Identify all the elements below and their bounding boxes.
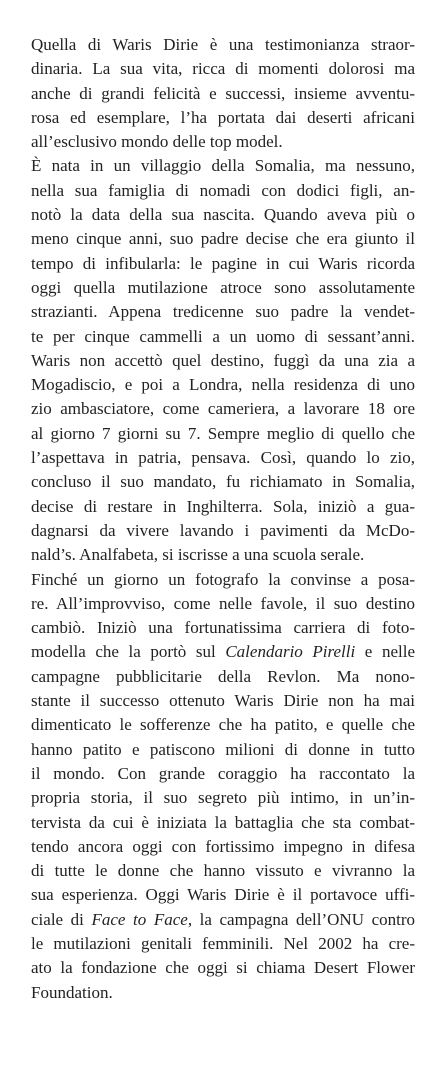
text-line (31, 665, 415, 689)
text-run: stante il successo ottenuto Waris Dirie non ha mai (31, 691, 415, 711)
text-run: sua esperienza. Oggi Waris Dirie è il portavoce uffi- (31, 885, 415, 905)
text-line (31, 446, 415, 470)
text-line (31, 397, 415, 421)
text-line (31, 325, 415, 349)
text-line (31, 713, 415, 737)
text-run: oggi quella mutilazione atroce sono assolutamente (31, 277, 415, 297)
text-line (31, 543, 415, 567)
text-run: strazianti. Appena tredicenne suo padre la vendet- (31, 302, 415, 322)
text-run: Mogadiscio, e poi a Londra, nella residenza di uno (31, 375, 415, 395)
text-line (31, 568, 415, 592)
text-run: tempo di infibularla: le pagine in cui Waris ricorda (31, 253, 415, 273)
text-line (31, 203, 415, 227)
text-line (31, 276, 415, 300)
text-line (31, 640, 415, 664)
text-line (31, 616, 415, 640)
text-run: meno cinque anni, suo padre decise che era giunto il (31, 229, 415, 249)
text-run: campagne pubblicitarie della Revlon. Ma nono- (31, 666, 415, 686)
text-line (31, 495, 415, 519)
text-line (31, 179, 415, 203)
text-run: decise di restare in Inghilterra. Sola, iniziò a gua- (31, 496, 415, 516)
text-line (31, 422, 415, 446)
text-line (31, 762, 415, 786)
text-run: zio ambasciatore, come cameriera, a lavorare 18 ore (31, 399, 415, 419)
text-run: re. All’improvviso, come nelle favole, il suo destino (31, 593, 415, 613)
text-run: notò la data della sua nascita. Quando aveva più o (31, 205, 415, 225)
text-run: nald’s. Analfabeta, si iscrisse a una scuola serale. (31, 545, 365, 565)
text-run: , la campagna dell’ONU contro (187, 909, 415, 929)
text-line (31, 859, 415, 883)
text-line (31, 981, 415, 1005)
paragraph (31, 568, 415, 1005)
text-line (31, 106, 415, 130)
paragraph (31, 33, 415, 154)
text-run: concluso il suo mandato, fu richiamato in Somalia, (31, 472, 415, 492)
text-line (31, 908, 415, 932)
text-line (31, 130, 415, 154)
text-run: all’esclusivo mondo delle top model. (31, 132, 283, 152)
italic-title: Calendario Pirelli (225, 642, 356, 662)
text-run: cambiò. Iniziò una fortunatissima carriera di foto- (31, 618, 415, 638)
text-run: di tutte le donne che hanno vissuto e vivranno la (31, 861, 415, 881)
text-line (31, 519, 415, 543)
text-run: le mutilazioni genitali femminili. Nel 2002 ha cre- (31, 933, 415, 953)
text-line (31, 154, 415, 178)
text-line (31, 227, 415, 251)
text-line (31, 300, 415, 324)
italic-title: Face to Face (91, 909, 188, 929)
text-line (31, 738, 415, 762)
text-run: È nata in un villaggio della Somalia, ma nessuno, (31, 156, 415, 176)
text-line (31, 883, 415, 907)
text-run: dimenticato le sofferenze che ha patito, e quelle che (31, 715, 415, 735)
text-run: e nelle (355, 642, 415, 662)
text-line (31, 689, 415, 713)
text-line (31, 252, 415, 276)
text-line (31, 811, 415, 835)
text-line (31, 33, 415, 57)
text-line (31, 57, 415, 81)
text-line (31, 373, 415, 397)
text-line (31, 956, 415, 980)
text-run: nella sua famiglia di nomadi con dodici figli, an- (31, 180, 415, 200)
text-run: ato la fondazione che oggi si chiama Desert Flower (31, 958, 415, 978)
text-line (31, 470, 415, 494)
text-run: al giorno 7 giorni su 7. Sempre meglio di quello che (31, 423, 415, 443)
text-run: propria storia, il suo segreto più intimo, in un’in- (31, 788, 415, 808)
text-run: tervista da cui è iniziata la battaglia che sta combat- (31, 812, 415, 832)
text-run: Quella di Waris Dirie è una testimonianza straor- (31, 35, 415, 54)
book-page-text (31, 33, 415, 1005)
text-line (31, 835, 415, 859)
text-run: te per cinque cammelli a un uomo di sessant’anni. (31, 326, 415, 346)
text-line (31, 592, 415, 616)
text-run: hanno patito e patiscono milioni di donne in tutto (31, 739, 415, 759)
text-run: il mondo. Con grande coraggio ha raccontato la (31, 763, 415, 783)
text-run: rosa ed esemplare, l’ha portata dai deserti africani (31, 107, 415, 127)
paragraph (31, 154, 415, 567)
text-run: Waris non accettò quel destino, fuggì da una zia a (31, 350, 415, 370)
text-run: anche di grandi felicità e successi, insieme avventu- (31, 83, 415, 103)
text-line (31, 786, 415, 810)
text-line (31, 932, 415, 956)
text-line (31, 349, 415, 373)
text-run: Foundation. (31, 982, 113, 1002)
text-run: dinaria. La sua vita, ricca di momenti dolorosi ma (31, 59, 415, 79)
text-run: modella che la portò sul (31, 642, 226, 662)
text-run: Finché un giorno un fotografo la convinse a posa- (31, 569, 415, 589)
text-run: ciale di (31, 909, 92, 929)
text-run: l’aspettava in patria, pensava. Così, quando lo zio, (31, 448, 415, 468)
text-line (31, 82, 415, 106)
text-run: tendo ancora oggi con fortissimo impegno in difesa (31, 836, 415, 856)
text-run: dagnarsi da vivere lavando i pavimenti da McDo- (31, 520, 415, 540)
